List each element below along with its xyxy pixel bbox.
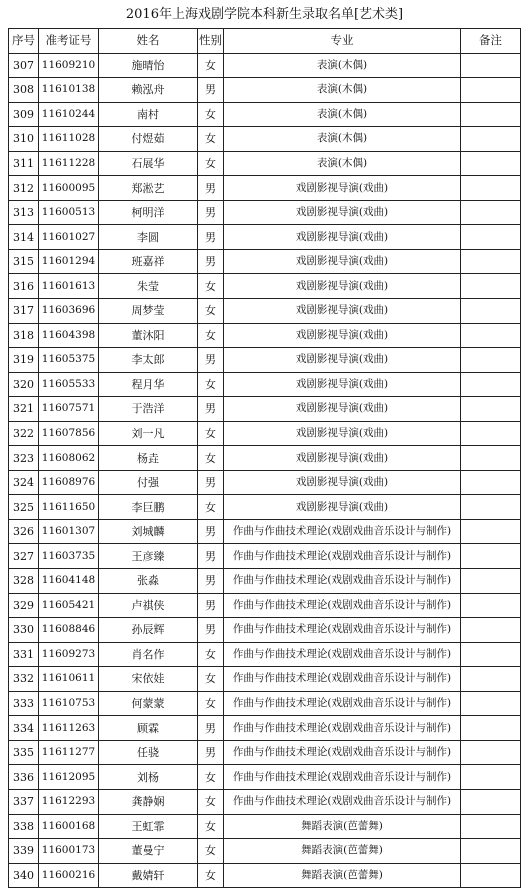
cell-major: 作曲与作曲技术理论(戏剧戏曲音乐设计与制作) <box>224 691 461 716</box>
table-row <box>9 863 521 888</box>
cell-exam-id: 11610753 <box>39 691 99 716</box>
cell-exam-id: 11610244 <box>39 102 99 127</box>
cell-remarks <box>461 569 521 594</box>
cell-name: 赖泓舟 <box>99 78 198 103</box>
cell-index: 325 <box>9 495 39 520</box>
cell-remarks <box>461 839 521 864</box>
cell-remarks <box>461 667 521 692</box>
cell-index: 337 <box>9 789 39 814</box>
header-major: 专业 <box>224 29 461 54</box>
cell-index: 327 <box>9 544 39 569</box>
cell-name: 孙辰辉 <box>99 618 198 643</box>
table-row <box>9 348 521 373</box>
cell-exam-id: 11611277 <box>39 740 99 765</box>
cell-major: 表演(木偶) <box>224 53 461 78</box>
cell-exam-id: 11609273 <box>39 642 99 667</box>
cell-index: 334 <box>9 716 39 741</box>
cell-gender: 女 <box>198 839 224 864</box>
cell-index: 329 <box>9 593 39 618</box>
cell-remarks <box>461 716 521 741</box>
table-row <box>9 765 521 790</box>
header-gender: 性别 <box>198 29 224 54</box>
cell-remarks <box>461 176 521 201</box>
header-exam-id: 准考证号 <box>39 29 99 54</box>
cell-major: 作曲与作曲技术理论(戏剧戏曲音乐设计与制作) <box>224 593 461 618</box>
cell-remarks <box>461 323 521 348</box>
cell-gender: 男 <box>198 249 224 274</box>
cell-major: 作曲与作曲技术理论(戏剧戏曲音乐设计与制作) <box>224 740 461 765</box>
cell-major: 舞蹈表演(芭蕾舞) <box>224 839 461 864</box>
table-row <box>9 176 521 201</box>
header-remarks: 备注 <box>461 29 521 54</box>
cell-remarks <box>461 789 521 814</box>
cell-major: 作曲与作曲技术理论(戏剧戏曲音乐设计与制作) <box>224 716 461 741</box>
cell-remarks <box>461 397 521 422</box>
cell-exam-id: 11608976 <box>39 470 99 495</box>
table-row <box>9 225 521 250</box>
table-row <box>9 789 521 814</box>
cell-name: 张淼 <box>99 569 198 594</box>
cell-index: 328 <box>9 569 39 594</box>
cell-name: 施晴怡 <box>99 53 198 78</box>
cell-gender: 女 <box>198 667 224 692</box>
cell-name: 柯明洋 <box>99 200 198 225</box>
cell-remarks <box>461 740 521 765</box>
cell-index: 331 <box>9 642 39 667</box>
table-row <box>9 470 521 495</box>
cell-gender: 女 <box>198 299 224 324</box>
cell-major: 戏剧影视导演(戏曲) <box>224 495 461 520</box>
cell-gender: 女 <box>198 642 224 667</box>
cell-name: 李巨鹏 <box>99 495 198 520</box>
cell-exam-id: 11611228 <box>39 151 99 176</box>
cell-index: 322 <box>9 421 39 446</box>
table-row <box>9 78 521 103</box>
table-header-row <box>9 29 521 54</box>
table-row <box>9 323 521 348</box>
cell-index: 313 <box>9 200 39 225</box>
table-row <box>9 716 521 741</box>
cell-name: 石展华 <box>99 151 198 176</box>
cell-major: 舞蹈表演(芭蕾舞) <box>224 814 461 839</box>
cell-remarks <box>461 127 521 152</box>
cell-index: 309 <box>9 102 39 127</box>
cell-major: 戏剧影视导演(戏曲) <box>224 299 461 324</box>
cell-gender: 女 <box>198 789 224 814</box>
cell-index: 340 <box>9 863 39 888</box>
cell-gender: 男 <box>198 225 224 250</box>
cell-gender: 女 <box>198 863 224 888</box>
cell-gender: 女 <box>198 323 224 348</box>
cell-major: 表演(木偶) <box>224 102 461 127</box>
cell-index: 330 <box>9 618 39 643</box>
cell-major: 作曲与作曲技术理论(戏剧戏曲音乐设计与制作) <box>224 618 461 643</box>
cell-index: 323 <box>9 446 39 471</box>
cell-major: 戏剧影视导演(戏曲) <box>224 176 461 201</box>
cell-name: 任骁 <box>99 740 198 765</box>
cell-remarks <box>461 814 521 839</box>
cell-name: 周梦莹 <box>99 299 198 324</box>
cell-index: 307 <box>9 53 39 78</box>
cell-index: 318 <box>9 323 39 348</box>
cell-name: 朱莹 <box>99 274 198 299</box>
cell-gender: 男 <box>198 569 224 594</box>
cell-index: 312 <box>9 176 39 201</box>
cell-index: 324 <box>9 470 39 495</box>
cell-name: 董曼宁 <box>99 839 198 864</box>
cell-name: 何蒙蒙 <box>99 691 198 716</box>
cell-name: 李太郎 <box>99 348 198 373</box>
cell-exam-id: 11607571 <box>39 397 99 422</box>
cell-gender: 女 <box>198 102 224 127</box>
table-row <box>9 495 521 520</box>
cell-gender: 女 <box>198 274 224 299</box>
cell-index: 310 <box>9 127 39 152</box>
cell-name: 卢祺侠 <box>99 593 198 618</box>
cell-major: 戏剧影视导演(戏曲) <box>224 421 461 446</box>
table-row <box>9 397 521 422</box>
table-row <box>9 421 521 446</box>
cell-major: 作曲与作曲技术理论(戏剧戏曲音乐设计与制作) <box>224 667 461 692</box>
cell-name: 肖名作 <box>99 642 198 667</box>
cell-exam-id: 11604398 <box>39 323 99 348</box>
cell-name: 于浩洋 <box>99 397 198 422</box>
cell-gender: 男 <box>198 200 224 225</box>
cell-name: 李圆 <box>99 225 198 250</box>
table-row <box>9 372 521 397</box>
cell-exam-id: 11603696 <box>39 299 99 324</box>
cell-name: 班嘉祥 <box>99 249 198 274</box>
cell-index: 339 <box>9 839 39 864</box>
cell-exam-id: 11600095 <box>39 176 99 201</box>
cell-major: 戏剧影视导演(戏曲) <box>224 372 461 397</box>
cell-exam-id: 11601027 <box>39 225 99 250</box>
cell-remarks <box>461 593 521 618</box>
cell-gender: 女 <box>198 53 224 78</box>
cell-name: 王彦臻 <box>99 544 198 569</box>
cell-major: 表演(木偶) <box>224 78 461 103</box>
cell-index: 336 <box>9 765 39 790</box>
table-row <box>9 839 521 864</box>
cell-name: 杨垚 <box>99 446 198 471</box>
cell-gender: 男 <box>198 176 224 201</box>
cell-name: 宋依娃 <box>99 667 198 692</box>
cell-exam-id: 11611263 <box>39 716 99 741</box>
cell-major: 戏剧影视导演(戏曲) <box>224 200 461 225</box>
cell-major: 作曲与作曲技术理论(戏剧戏曲音乐设计与制作) <box>224 569 461 594</box>
page-title: 2016年上海戏剧学院本科新生录取名单[艺术类] <box>125 7 404 22</box>
cell-gender: 女 <box>198 421 224 446</box>
cell-exam-id: 11603735 <box>39 544 99 569</box>
table-row <box>9 642 521 667</box>
cell-gender: 女 <box>198 151 224 176</box>
cell-exam-id: 11601294 <box>39 249 99 274</box>
cell-remarks <box>461 78 521 103</box>
cell-remarks <box>461 519 521 544</box>
cell-index: 316 <box>9 274 39 299</box>
table-row <box>9 200 521 225</box>
cell-remarks <box>461 372 521 397</box>
cell-name: 刘城麟 <box>99 519 198 544</box>
table-row <box>9 127 521 152</box>
cell-exam-id: 11607856 <box>39 421 99 446</box>
cell-major: 表演(木偶) <box>224 127 461 152</box>
cell-remarks <box>461 470 521 495</box>
cell-remarks <box>461 200 521 225</box>
table-row <box>9 519 521 544</box>
cell-name: 南村 <box>99 102 198 127</box>
cell-remarks <box>461 446 521 471</box>
cell-remarks <box>461 544 521 569</box>
cell-gender: 女 <box>198 127 224 152</box>
cell-major: 作曲与作曲技术理论(戏剧戏曲音乐设计与制作) <box>224 519 461 544</box>
header-name: 姓名 <box>99 29 198 54</box>
cell-major: 戏剧影视导演(戏曲) <box>224 446 461 471</box>
table-row <box>9 618 521 643</box>
cell-remarks <box>461 765 521 790</box>
cell-index: 317 <box>9 299 39 324</box>
cell-exam-id: 11608062 <box>39 446 99 471</box>
table-row <box>9 544 521 569</box>
cell-major: 作曲与作曲技术理论(戏剧戏曲音乐设计与制作) <box>224 544 461 569</box>
cell-exam-id: 11611650 <box>39 495 99 520</box>
cell-exam-id: 11609210 <box>39 53 99 78</box>
cell-exam-id: 11600513 <box>39 200 99 225</box>
cell-exam-id: 11608846 <box>39 618 99 643</box>
header-index: 序号 <box>9 29 39 54</box>
table-row <box>9 569 521 594</box>
cell-name: 郑淞艺 <box>99 176 198 201</box>
cell-name: 董沐阳 <box>99 323 198 348</box>
cell-exam-id: 11610138 <box>39 78 99 103</box>
cell-gender: 女 <box>198 495 224 520</box>
cell-remarks <box>461 421 521 446</box>
cell-exam-id: 11600168 <box>39 814 99 839</box>
cell-name: 刘一凡 <box>99 421 198 446</box>
cell-name: 程月华 <box>99 372 198 397</box>
cell-remarks <box>461 642 521 667</box>
cell-exam-id: 11612293 <box>39 789 99 814</box>
cell-gender: 男 <box>198 397 224 422</box>
cell-major: 表演(木偶) <box>224 151 461 176</box>
table-row <box>9 249 521 274</box>
cell-name: 付强 <box>99 470 198 495</box>
admission-table <box>8 28 521 888</box>
cell-name: 刘杨 <box>99 765 198 790</box>
cell-remarks <box>461 348 521 373</box>
cell-index: 338 <box>9 814 39 839</box>
cell-remarks <box>461 495 521 520</box>
cell-major: 戏剧影视导演(戏曲) <box>224 225 461 250</box>
cell-index: 308 <box>9 78 39 103</box>
cell-index: 326 <box>9 519 39 544</box>
cell-major: 舞蹈表演(芭蕾舞) <box>224 863 461 888</box>
cell-index: 321 <box>9 397 39 422</box>
table-row <box>9 53 521 78</box>
cell-gender: 男 <box>198 740 224 765</box>
cell-gender: 男 <box>198 593 224 618</box>
cell-major: 戏剧影视导演(戏曲) <box>224 470 461 495</box>
cell-major: 戏剧影视导演(戏曲) <box>224 348 461 373</box>
cell-gender: 女 <box>198 446 224 471</box>
cell-remarks <box>461 53 521 78</box>
cell-exam-id: 11605375 <box>39 348 99 373</box>
cell-exam-id: 11600173 <box>39 839 99 864</box>
table-row <box>9 102 521 127</box>
cell-major: 戏剧影视导演(戏曲) <box>224 249 461 274</box>
cell-remarks <box>461 274 521 299</box>
cell-remarks <box>461 151 521 176</box>
cell-gender: 男 <box>198 470 224 495</box>
cell-exam-id: 11611028 <box>39 127 99 152</box>
cell-gender: 男 <box>198 78 224 103</box>
cell-name: 戴婧轩 <box>99 863 198 888</box>
cell-gender: 女 <box>198 691 224 716</box>
cell-index: 319 <box>9 348 39 373</box>
cell-major: 作曲与作曲技术理论(戏剧戏曲音乐设计与制作) <box>224 642 461 667</box>
cell-index: 315 <box>9 249 39 274</box>
cell-exam-id: 11612095 <box>39 765 99 790</box>
cell-gender: 女 <box>198 814 224 839</box>
table-row <box>9 299 521 324</box>
cell-index: 320 <box>9 372 39 397</box>
cell-remarks <box>461 691 521 716</box>
cell-exam-id: 11604148 <box>39 569 99 594</box>
cell-exam-id: 11605421 <box>39 593 99 618</box>
cell-remarks <box>461 225 521 250</box>
cell-index: 311 <box>9 151 39 176</box>
cell-exam-id: 11605533 <box>39 372 99 397</box>
cell-major: 戏剧影视导演(戏曲) <box>224 323 461 348</box>
table-row <box>9 691 521 716</box>
cell-name: 付煜茹 <box>99 127 198 152</box>
table-row <box>9 593 521 618</box>
cell-index: 314 <box>9 225 39 250</box>
cell-major: 作曲与作曲技术理论(戏剧戏曲音乐设计与制作) <box>224 765 461 790</box>
cell-remarks <box>461 249 521 274</box>
cell-index: 335 <box>9 740 39 765</box>
cell-exam-id: 11601307 <box>39 519 99 544</box>
cell-major: 戏剧影视导演(戏曲) <box>224 274 461 299</box>
cell-exam-id: 11610611 <box>39 667 99 692</box>
cell-gender: 女 <box>198 372 224 397</box>
cell-index: 333 <box>9 691 39 716</box>
cell-gender: 男 <box>198 519 224 544</box>
cell-remarks <box>461 102 521 127</box>
cell-remarks <box>461 863 521 888</box>
table-row <box>9 151 521 176</box>
cell-name: 顾霖 <box>99 716 198 741</box>
cell-gender: 男 <box>198 618 224 643</box>
cell-exam-id: 11601613 <box>39 274 99 299</box>
cell-major: 作曲与作曲技术理论(戏剧戏曲音乐设计与制作) <box>224 789 461 814</box>
cell-exam-id: 11600216 <box>39 863 99 888</box>
cell-name: 龚静娴 <box>99 789 198 814</box>
cell-name: 王虹霏 <box>99 814 198 839</box>
table-row <box>9 667 521 692</box>
table-row <box>9 740 521 765</box>
cell-remarks <box>461 618 521 643</box>
cell-gender: 男 <box>198 544 224 569</box>
cell-remarks <box>461 299 521 324</box>
table-row <box>9 814 521 839</box>
cell-gender: 男 <box>198 348 224 373</box>
table-row <box>9 274 521 299</box>
cell-major: 戏剧影视导演(戏曲) <box>224 397 461 422</box>
cell-gender: 男 <box>198 716 224 741</box>
table-row <box>9 446 521 471</box>
cell-gender: 女 <box>198 765 224 790</box>
cell-index: 332 <box>9 667 39 692</box>
